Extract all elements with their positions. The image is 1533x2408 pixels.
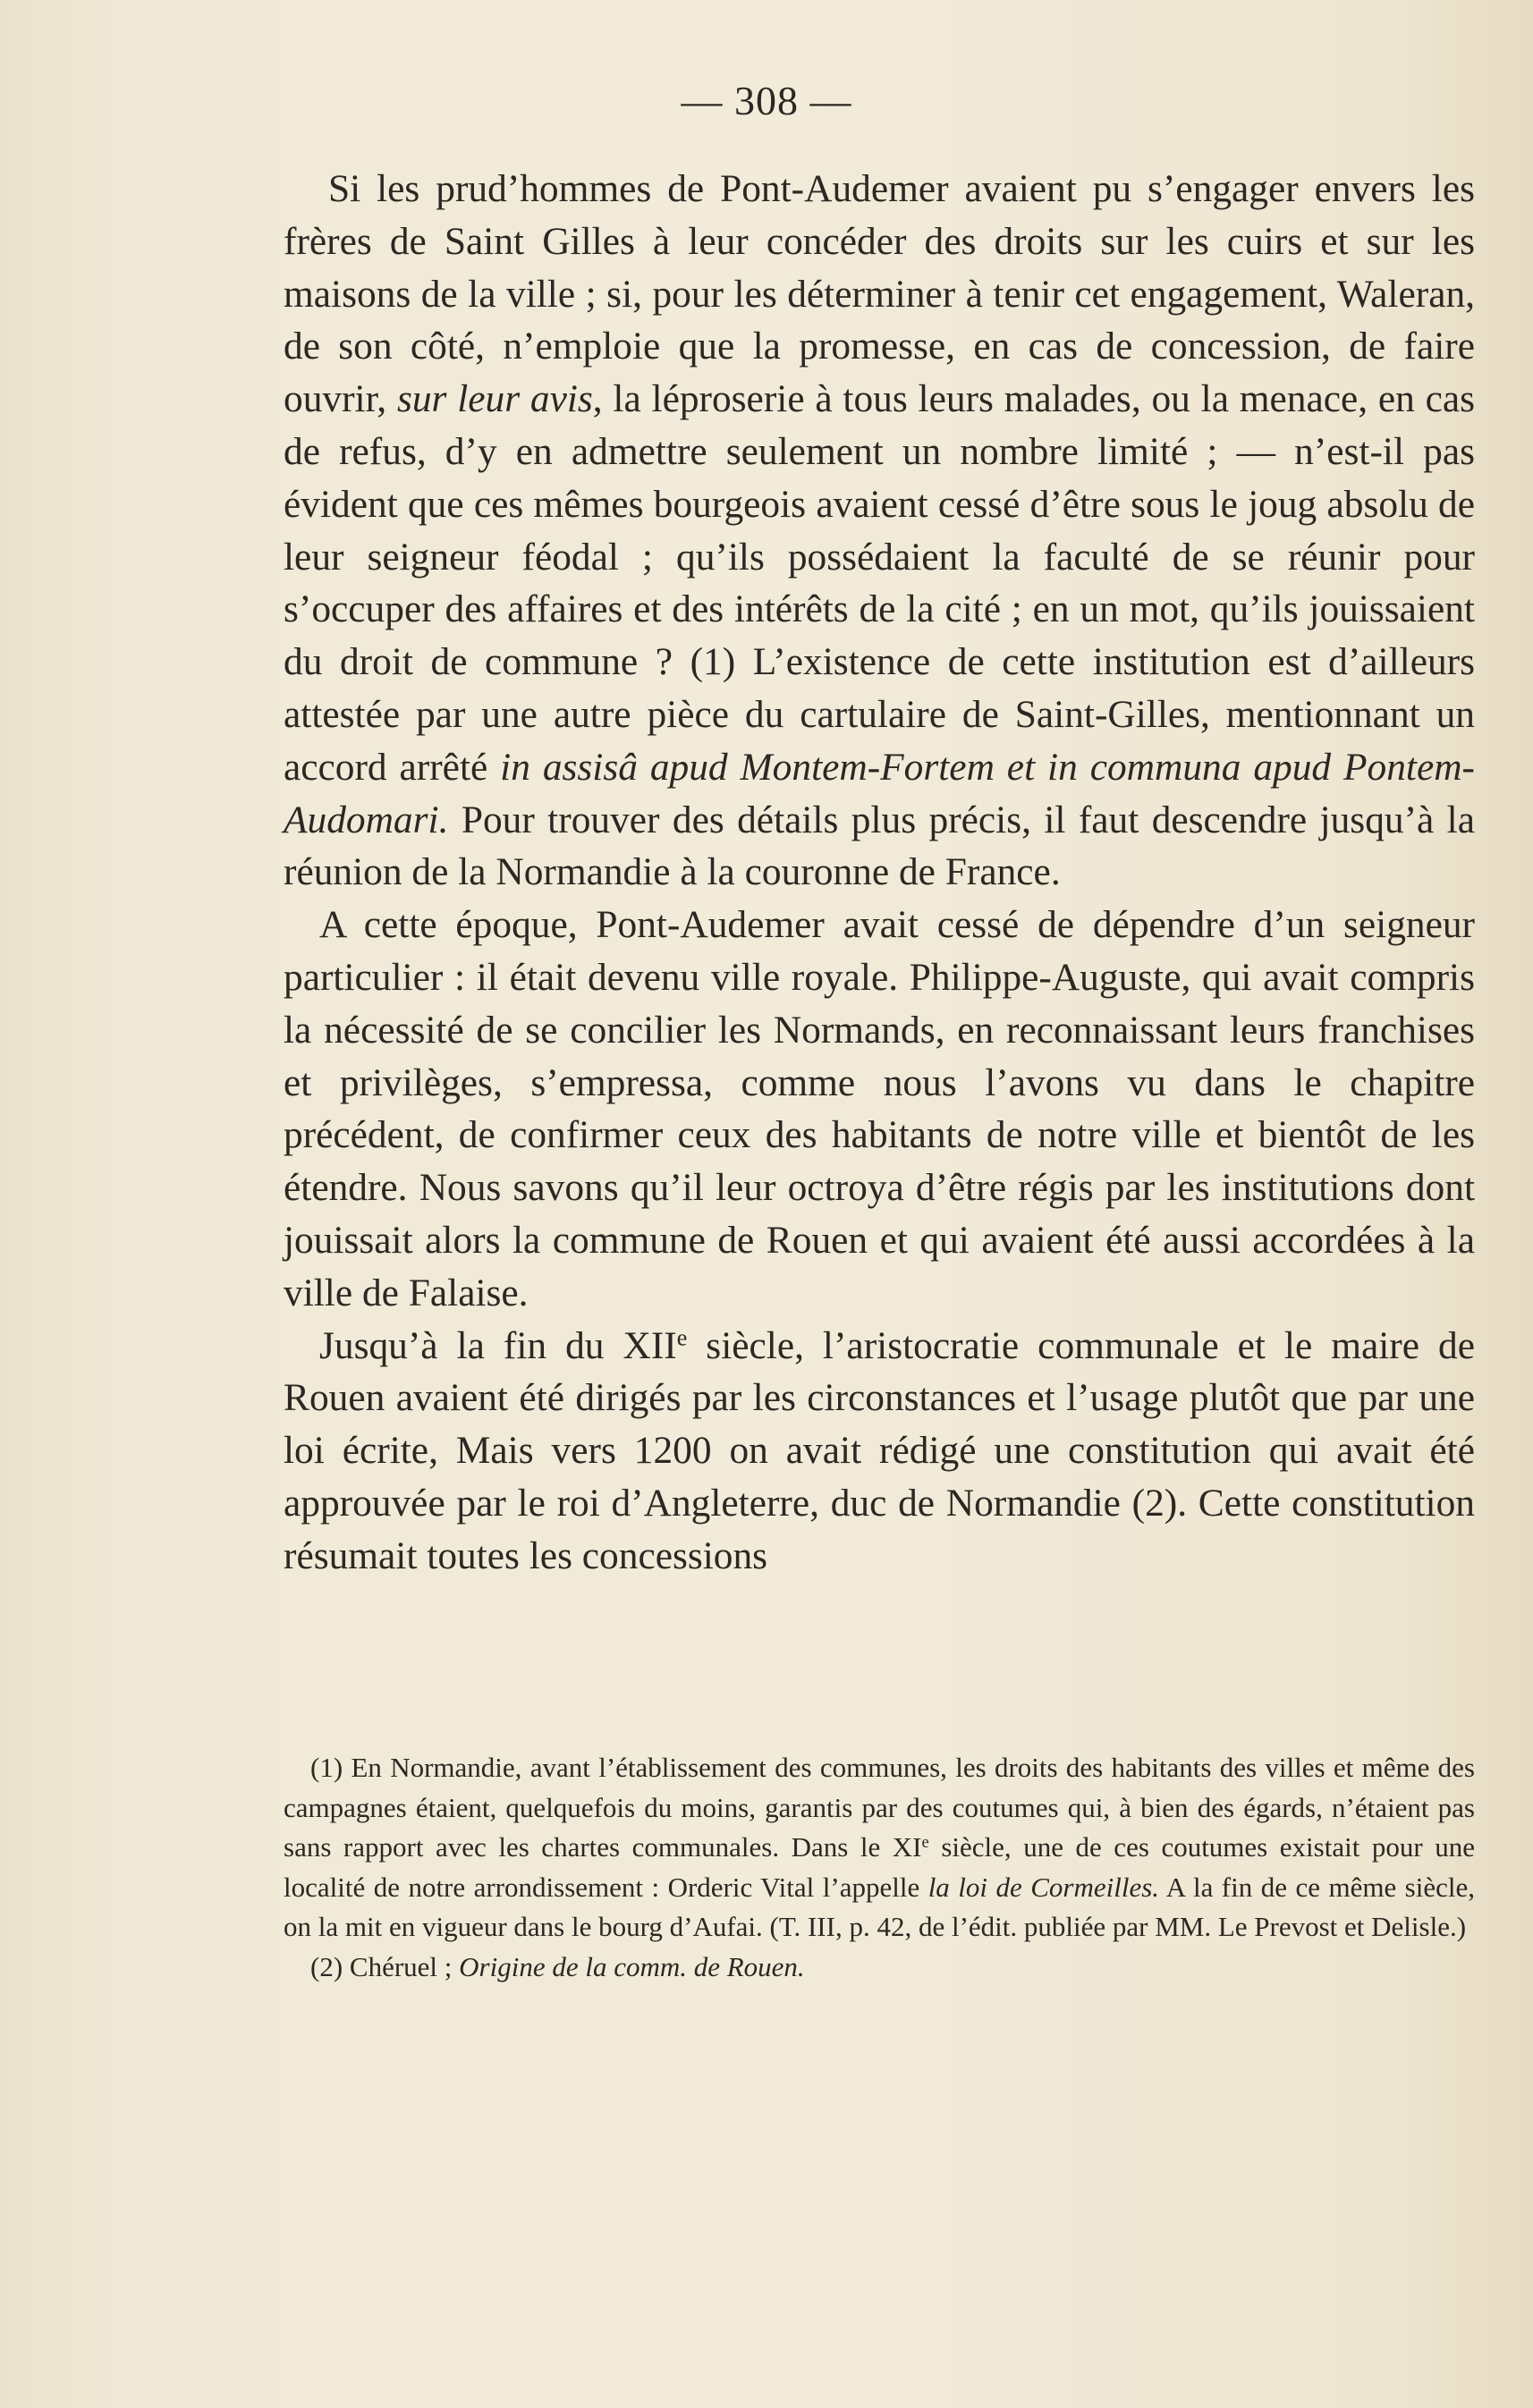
paragraph-3-text-a: Jusqu’à la fin du XII xyxy=(319,1323,677,1367)
paragraph-1-text-a: Si les prud’hommes de Pont-Audemer avaient pu s’engager envers les frères de Saint Gilles à leur concéder des droits sur les cuirs et sur les maisons de la ville ; si, pour les déterminer à tenir cet engagement, Waleran, de son côté, n’emploie que la promesse, en cas de concession, de faire ouvrir, xyxy=(284,167,1475,421)
paragraph-1-italic-a: sur leur avis xyxy=(396,377,593,421)
footnote-1 xyxy=(284,1748,1475,1948)
paragraph-3-text-b: siècle, l’aristocratie communale et le maire de Rouen avaient été dirigés par les circonstances et l’usage plutôt que par une loi écrite, Mais vers 1200 on avait rédigé une constitution qui avait été approuvée par le roi d’Angleterre, duc de Normandie (2). Cette constitution résumait toutes les concessions xyxy=(284,1323,1475,1577)
paragraph-1-text-b: , la léproserie à tous leurs malades, ou la menace, en cas de refus, d’y en admettre seulement un nombre limité ; — n’est-il pas évident que ces mêmes bourgeois avaient cessé d’être sous le joug absolu de leur seigneur féodal ; qu’ils possédaient la faculté de se réunir pour s’occuper des affaires et des intérêts de la cité ; en un mot, qu’ils jouissaient du droit de commune ? (1) L’existence de cette institution est d’ailleurs attestée par une autre pièce du cartulaire de Saint-Gilles, mentionnant un accord arrêté xyxy=(284,377,1475,789)
footnote-2 xyxy=(284,1948,1475,1988)
paragraph-1 xyxy=(284,163,1475,899)
main-text xyxy=(284,163,1475,1583)
footnote-1-superscript: e xyxy=(921,1832,929,1852)
footnotes xyxy=(284,1748,1475,1987)
footnote-1-italic: la loi de Cormeilles. xyxy=(927,1871,1160,1903)
page-number: — 308 — xyxy=(681,78,852,123)
footnote-1-text-c: A la fin de ce même siècle, on la mit en vigueur dans le bourg d’Aufai. (T. III, p. 42, de l’édit. publiée par MM. Le Prevost et Delisle.) xyxy=(284,1871,1475,1942)
paragraph-3-superscript: e xyxy=(676,1324,688,1351)
paragraph-2: A cette époque, Pont-Audemer avait cessé de dépendre d’un seigneur particulier : il était devenu ville royale. Philippe-Auguste, qui avait compris la nécessité de se concilier les Normands, en reconnaissant leurs franchises et privilèges, s’empressa, comme nous l’avons vu dans le chapitre précédent, de confirmer ceux des habitants de notre ville et bientôt de les étendre. Nous savons qu’il leur octroya d’être régis par les institutions dont jouissait alors la commune de Rouen et qui avaient été aussi accordées à la ville de Falaise. xyxy=(284,903,1475,1314)
paragraph-1-text-c: Pour trouver des détails plus précis, il faut descendre jusqu’à la réunion de la Normandie à la couronne de France. xyxy=(284,798,1475,894)
footnote-2-italic: Origine de la comm. de Rouen. xyxy=(459,1950,805,1982)
footnote-1-text-a: (1) En Normandie, avant l’établissement des communes, les droits des habitants des villes et même des campagnes étaient, quelquefois du moins, garantis par des coutumes qui, à bien des égards, n’étaient pas sans rapport avec les chartes communales. Dans le XI xyxy=(284,1752,1475,1863)
paragraph-1-italic-b: in assisâ apud Montem-Fortem et in communa apud Pontem-Audomari. xyxy=(284,745,1475,841)
footnote-1-text-b: siècle, une de ces coutumes existait pour une localité de notre arrondissement : Orderic Vital l’appelle xyxy=(284,1831,1476,1903)
footnote-2-text: (2) Chéruel ; xyxy=(310,1950,460,1982)
paragraph-3 xyxy=(284,1320,1475,1583)
